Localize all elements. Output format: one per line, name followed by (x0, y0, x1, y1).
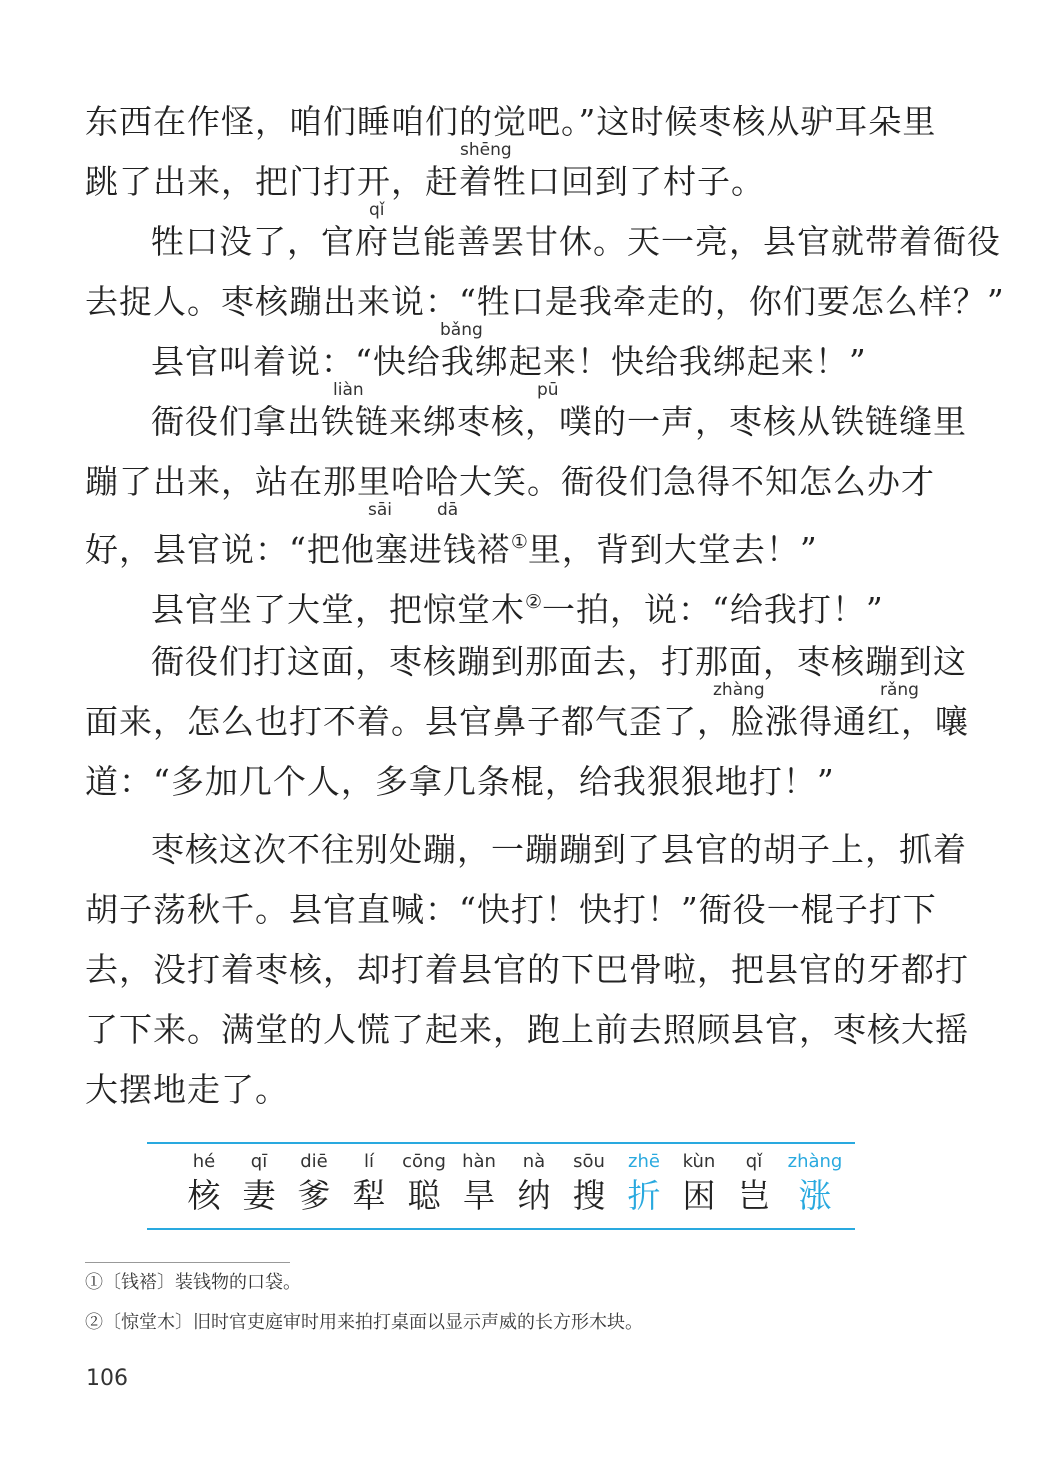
text-line-content: 衙役们打这面，枣核蹦到那面去，打那面，枣核蹦到这 (151, 642, 967, 681)
vocab-char: 聪 (407, 1176, 441, 1215)
text-line (85, 680, 969, 752)
pinyin-annotation: bǎng (440, 320, 483, 340)
vocab-item (512, 1150, 556, 1222)
pinyin-annotation: rǎng (880, 680, 919, 700)
vocab-item (567, 1150, 611, 1222)
text-line-content: 去捉人。枣核蹦出来说：“牲口是我牵走的，你们要怎么样？” (85, 282, 1005, 321)
text-line-content: 面来，怎么也打不着。县官鼻子都气歪了，脸涨得通红，嚷 (85, 702, 969, 741)
text-line (85, 820, 967, 880)
vocab-pinyin: hé (192, 1151, 216, 1172)
vocab-char: 涨 (798, 1176, 832, 1215)
vocab-pinyin: sōu (573, 1151, 605, 1172)
text-line-content: 胡子荡秋千。县官直喊：“快打！快打！”衙役一棍子打下 (85, 890, 937, 929)
text-line-content: 去，没打着枣核，却打着县官的下巴骨啦，把县官的牙都打 (85, 950, 969, 989)
vocab-item (237, 1150, 281, 1222)
text-line (85, 320, 925, 392)
vocab-pinyin: qī (250, 1151, 268, 1172)
text-line-content: 大摆地走了。 (85, 1070, 289, 1109)
pinyin-annotation: shēng (460, 140, 512, 160)
text-line (85, 380, 967, 452)
vocab-pinyin: diē (300, 1151, 328, 1172)
text-line (85, 1060, 925, 1120)
vocab-item (347, 1150, 391, 1222)
footnote-marker-1[interactable]: ① (510, 531, 528, 553)
vocab-char: 妻 (242, 1176, 276, 1215)
text-line-content: 东西在作怪，咱们睡咱们的觉吧。”这时候枣核从驴耳朵里 (85, 102, 937, 141)
text-line-content: 牲口没了，官府岂能善罢甘休。天一亮，县官就带着衙役 (151, 222, 1001, 261)
text-line-content: 枣核这次不往别处蹦，一蹦蹦到了县官的胡子上，抓着 (151, 830, 967, 869)
vocab-item (457, 1150, 501, 1222)
vocab-pinyin: zhē (628, 1151, 660, 1172)
vocab-item (402, 1150, 446, 1222)
text-line-content: 道：“多加几个人，多拿几条棍，给我狠狠地打！” (85, 762, 835, 801)
vocab-pinyin: qǐ (745, 1151, 763, 1172)
text-line-content: 县官坐了大堂，把惊堂木 (151, 590, 525, 629)
vocab-pinyin: kùn (682, 1151, 716, 1172)
pinyin-annotation: zhàng (713, 680, 765, 700)
text-line (85, 632, 967, 692)
vocab-char: 搜 (572, 1176, 606, 1215)
vocab-divider-bottom (147, 1228, 855, 1230)
text-line-content: 跳了出来，把门打开，赶着牲口回到了村子。 (85, 162, 765, 201)
pinyin-annotation: dā (437, 500, 459, 520)
page-number: 106 (86, 1366, 128, 1391)
vocab-char: 爹 (297, 1176, 331, 1215)
vocab-char: 折 (627, 1176, 661, 1215)
text-line (85, 572, 925, 632)
story-body (85, 92, 1005, 1120)
text-line-content: 里，背到大堂去！” (527, 530, 818, 569)
vocab-char: 困 (682, 1176, 716, 1215)
text-line (85, 272, 1005, 332)
vocab-char: 纳 (517, 1176, 551, 1215)
text-line-content: 好，县官说：“把他塞进钱褡 (85, 530, 511, 569)
vocab-item (732, 1150, 776, 1222)
vocab-char: 核 (187, 1176, 221, 1215)
text-line-content: 县官叫着说：“快给我绑起来！快给我绑起来！” (151, 342, 867, 381)
text-line-content: 一拍，说：“给我打！” (542, 590, 884, 629)
vocab-divider-top (147, 1142, 855, 1144)
vocab-strip (150, 1150, 858, 1222)
vocab-char: 旱 (462, 1176, 496, 1215)
vocab-pinyin: nà (522, 1151, 546, 1172)
vocab-item (292, 1150, 336, 1222)
vocab-pinyin: cōng (402, 1151, 446, 1172)
pinyin-annotation: sāi (368, 500, 392, 520)
text-line (85, 500, 925, 572)
vocab-item (677, 1150, 721, 1222)
text-line (85, 452, 935, 512)
vocab-char: 犁 (352, 1176, 386, 1215)
text-line-content: 衙役们拿出铁链来绑枣核，噗的一声，枣核从铁链缝里 (151, 402, 967, 441)
footnote-2: ②〔惊堂木〕旧时官吏庭审时用来拍打桌面以显示声威的长方形木块。 (85, 1312, 643, 1333)
text-line (85, 940, 969, 1000)
text-line (85, 752, 925, 812)
text-line (85, 880, 937, 940)
pinyin-annotation: pū (537, 380, 559, 400)
footnote-divider (85, 1262, 290, 1263)
pinyin-annotation: liàn (333, 380, 364, 400)
footnote-marker-2[interactable]: ② (525, 591, 543, 613)
vocab-char: 岂 (737, 1176, 771, 1215)
text-line (85, 1000, 969, 1060)
vocab-item (182, 1150, 226, 1222)
vocab-item-highlight (622, 1150, 666, 1222)
text-line (85, 200, 1001, 272)
vocab-pinyin: zhàng (787, 1151, 843, 1172)
text-line (85, 140, 925, 212)
vocab-pinyin: lí (363, 1151, 374, 1172)
text-line-content: 了下来。满堂的人慌了起来，跑上前去照顾县官，枣核大摇 (85, 1010, 969, 1049)
vocab-pinyin: hàn (462, 1151, 496, 1172)
vocab-item-highlight (787, 1150, 843, 1222)
footnote-1: ①〔钱褡〕装钱物的口袋。 (85, 1272, 301, 1293)
text-line-content: 蹦了出来，站在那里哈哈大笑。衙役们急得不知怎么办才 (85, 462, 935, 501)
pinyin-annotation: qǐ (369, 200, 385, 220)
